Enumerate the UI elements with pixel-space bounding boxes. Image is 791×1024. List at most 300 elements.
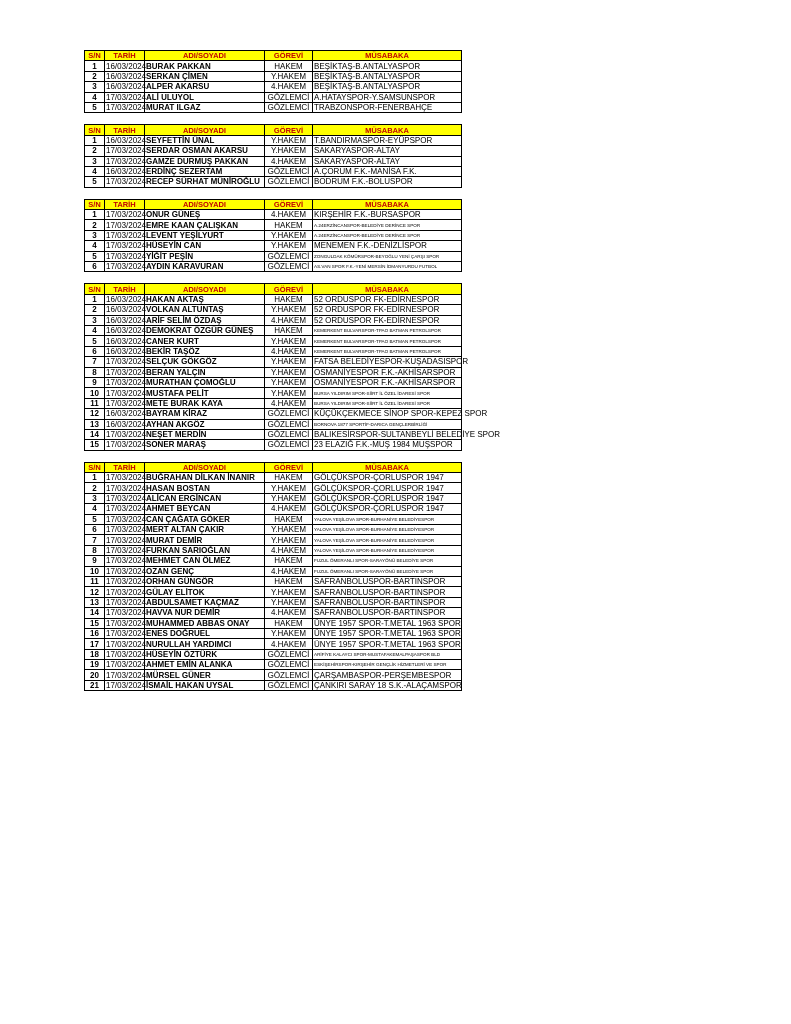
match-cell: GÖLÇÜKSPOR-ÇORLUSPOR 1947 [313,473,462,483]
date-cell: 17/03/2024 [106,618,147,628]
header-serial-number: S/N [85,125,105,135]
role-cell: GÖZLEMCİ [265,92,313,102]
date-cell: 17/03/2024 [106,545,147,555]
date-cell: 17/03/2024 [106,649,147,659]
referee-name-cell: SELÇUK GÖKGÖZ [145,357,265,367]
referee-name-cell: HÜSEYİN CAN [145,241,265,251]
table-header-row [85,199,462,209]
date-cell: 17/03/2024 [106,514,147,524]
date-cell: 17/03/2024 [106,378,147,388]
match-cell: 52 ORDUSPOR FK-EDİRNESPOR [313,305,462,315]
date-cell: 17/03/2024 [106,535,147,545]
role-cell: 4.HAKEM [265,346,313,356]
match-cell: YALOVA YEŞİLOVA SPOR-BURHANİYE BELEDİYESPOR [313,514,462,524]
serial-number-cell: 14 [85,429,105,439]
serial-number-cell: 3 [85,230,105,240]
serial-number-cell: 1 [85,210,105,220]
header-referee-name: ADI/SOYADI [145,284,265,294]
role-cell: HAKEM [265,618,313,628]
role-cell: Y.HAKEM [265,587,313,597]
role-cell: Y.HAKEM [265,597,313,607]
match-cell: FATSA BELEDİYESPOR-KUŞADASISPOR [314,357,469,367]
serial-number-cell: 13 [85,419,105,429]
serial-number-cell: 10 [85,566,105,576]
role-cell: GÖZLEMCİ [265,409,313,419]
role-cell: GÖZLEMCİ [265,102,313,112]
serial-number-cell: 4 [85,325,105,335]
serial-number-cell: 13 [85,597,105,607]
table-row [85,566,462,576]
table-row [85,649,462,659]
serial-number-cell: 12 [85,409,105,419]
table-row [85,92,462,102]
date-cell: 17/03/2024 [106,262,147,272]
role-cell: Y.HAKEM [265,71,313,81]
table-row [85,660,462,670]
match-cell: ARİFİYE KALAYCI SPOR-MUSTAFAKEMALPAŞASPOR BLD [313,649,462,659]
role-cell: Y.HAKEM [265,357,313,367]
date-cell: 17/03/2024 [106,241,147,251]
date-cell: 17/03/2024 [106,430,147,440]
match-cell: KEMERKENT BULVARSPOR-TPAO BATMAN PETROLSPOR [313,325,462,335]
assignment-table [84,283,500,450]
role-cell: Y.HAKEM [265,535,313,545]
table-row [85,556,462,566]
date-cell: 16/03/2024 [106,419,147,429]
header-match: MÜSABAKA [313,125,462,135]
table-row [85,230,462,240]
date-cell: 16/03/2024 [106,167,147,177]
referee-name-cell: AYHAN AKGÖZ [145,419,265,429]
table-row [85,71,462,81]
role-cell: 4.HAKEM [265,398,313,408]
match-cell: 52 ORDUSPOR FK-EDİRNESPOR [313,315,462,325]
role-cell: GÖZLEMCİ [265,680,313,690]
assignment-sheet [84,50,500,691]
serial-number-cell: 11 [85,398,105,408]
table-row [85,367,462,377]
date-cell: 17/03/2024 [106,483,147,493]
match-cell: SAFRANBOLUSPOR-BARTINSPOR [313,608,462,618]
role-cell: Y.HAKEM [265,135,313,145]
assignment-table [84,462,462,692]
serial-number-cell: 5 [85,514,105,524]
assignment-table [84,50,462,113]
match-cell: YALOVA YEŞİLOVA SPOR-BURHANİYE BELEDİYESPOR [313,545,462,555]
role-cell: 4.HAKEM [265,566,313,576]
role-cell: GÖZLEMCİ [265,419,313,429]
table-row [85,504,462,514]
date-cell: 16/03/2024 [106,82,147,92]
match-cell: A.24ERZİNCANSPOR-BELEDİYE DERİNCE SPOR [313,220,462,230]
table-row [85,177,462,187]
match-cell: ÜNYE 1957 SPOR-T.METAL 1963 SPOR [314,618,461,628]
date-cell: 17/03/2024 [106,556,147,566]
role-cell: Y.HAKEM [265,377,313,387]
table-row [85,525,462,535]
date-cell: 17/03/2024 [106,92,147,102]
table-row [85,315,462,325]
referee-name-cell: HÜSEYİN ÖZTÜRK [145,649,265,659]
referee-name-cell: FURKAN SARIOĞLAN [145,545,265,555]
serial-number-cell: 4 [85,504,105,514]
match-cell: ÇANKIRI SARAY 18 S.K.-ALAÇAMSPOR [314,681,462,691]
match-cell: 23 ELAZIĞ F.K.-MUŞ 1984 MUŞSPOR [313,440,462,450]
table-row [85,346,462,356]
serial-number-cell: 9 [85,377,105,387]
table-row [85,336,462,346]
table-row [85,618,462,628]
referee-name-cell: ONUR GÜNEŞ [145,210,265,220]
referee-name-cell: GAMZE DURMUŞ PAKKAN [145,156,265,166]
table-row [85,409,462,419]
referee-name-cell: MUHAMMED ABBAS ONAY [145,618,265,628]
match-cell: SAFRANBOLUSPOR-BARTINSPOR [313,576,462,586]
date-cell: 17/03/2024 [106,525,147,535]
referee-name-cell: CAN ÇAĞATA GÖKER [145,514,265,524]
referee-name-cell: SEYFETTİN ÜNAL [145,135,265,145]
serial-number-cell: 2 [85,483,105,493]
role-cell: HAKEM [265,556,313,566]
date-cell: 17/03/2024 [106,388,147,398]
date-cell: 17/03/2024 [106,220,147,230]
referee-name-cell: BEKİR TAŞÖZ [145,346,265,356]
assignment-table [84,124,462,187]
role-cell: GÖZLEMCİ [265,429,313,439]
match-cell: OSMANİYESPOR F.K.-AKHİSARSPOR [313,367,462,377]
match-cell: BEŞİKTAŞ-B.ANTALYASPOR [313,71,462,81]
role-cell: GÖZLEMCİ [265,649,313,659]
date-cell: 17/03/2024 [106,608,147,618]
role-cell: GÖZLEMCİ [265,660,313,670]
role-cell: Y.HAKEM [265,146,313,156]
table-row [85,587,462,597]
serial-number-cell: 4 [85,92,105,102]
table-row [85,135,462,145]
serial-number-cell: 1 [85,135,105,145]
date-cell: 17/03/2024 [106,398,147,408]
role-cell: Y.HAKEM [265,230,313,240]
match-cell: KIRŞEHİR F.K.-BURSASPOR [313,210,462,220]
referee-name-cell: BAYRAM KİRAZ [145,409,265,419]
role-cell: Y.HAKEM [265,241,313,251]
date-cell: 17/03/2024 [106,231,147,241]
serial-number-cell: 1 [85,294,105,304]
referee-name-cell: GÜLAY ELİTOK [145,587,265,597]
match-cell: BORNOVA 1877 SPORTİF-DARICA GENÇLERBİRLİĞİ [313,419,462,429]
role-cell: HAKEM [265,576,313,586]
referee-name-cell: SONER MARAŞ [145,440,265,450]
referee-name-cell: AHMET BEYCAN [145,504,265,514]
role-cell: 4.HAKEM [265,608,313,618]
header-serial-number: S/N [85,462,105,472]
match-cell: AS.VAN SPOR F.K.-YENİ MERSİN İDMANYURDU FUTBOL [313,262,462,272]
table-row [85,628,462,638]
serial-number-cell: 3 [85,493,105,503]
match-cell: A.HATAYSPOR-Y.SAMSUNSPOR [313,92,462,102]
referee-name-cell: ARİF SELİM ÖZDAŞ [145,315,265,325]
role-cell: 4.HAKEM [265,210,313,220]
table-row [85,262,462,272]
table-row [85,545,462,555]
referee-name-cell: BURAK PAKKAN [145,61,265,71]
table-header-row [85,125,462,135]
match-cell: FUZUL ÖMERANLI SPOR-SARAYÖNÜ BELEDİYE SPOR [313,566,462,576]
match-cell: BURSA YILDIRIM SPOR-SİİRT İL ÖZEL İDARESİ SPOR [313,398,462,408]
role-cell: GÖZLEMCİ [265,177,313,187]
date-cell: 16/03/2024 [106,336,147,346]
date-cell: 17/03/2024 [106,367,147,377]
date-cell: 17/03/2024 [106,103,147,113]
date-cell: 17/03/2024 [106,494,147,504]
role-cell: Y.HAKEM [265,483,313,493]
table-row [85,325,462,335]
role-cell: HAKEM [265,220,313,230]
serial-number-cell: 6 [85,525,105,535]
header-referee-name: ADI/SOYADI [145,199,265,209]
table-row [85,608,462,618]
serial-number-cell: 5 [85,102,105,112]
date-cell: 16/03/2024 [106,135,147,145]
match-cell: GÖLÇÜKSPOR-ÇORLUSPOR 1947 [313,504,462,514]
match-cell: ÜNYE 1957 SPOR-T.METAL 1963 SPOR [314,629,461,639]
role-cell: Y.HAKEM [265,525,313,535]
referee-name-cell: OZAN GENÇ [145,566,265,576]
role-cell: HAKEM [265,514,313,524]
serial-number-cell: 8 [85,367,105,377]
header-date: TARİH [105,51,145,61]
role-cell: Y.HAKEM [265,493,313,503]
match-cell: BURSA YILDIRIM SPOR-SİİRT İL ÖZEL İDARESİ SPOR [313,388,462,398]
block-separator [84,113,461,124]
header-match: MÜSABAKA [313,199,462,209]
table-row [85,294,462,304]
match-cell: BODRUM F.K.-BOLUSPOR [313,177,462,187]
serial-number-cell: 3 [85,315,105,325]
block-separator [84,451,461,462]
table-row [85,398,462,408]
serial-number-cell: 5 [85,336,105,346]
table-row [85,483,462,493]
date-cell: 17/03/2024 [106,597,147,607]
referee-name-cell: ABDULSAMET KAÇMAZ [145,597,265,607]
table-row [85,535,462,545]
serial-number-cell: 14 [85,608,105,618]
match-cell: YALOVA YEŞİLOVA SPOR-BURHANİYE BELEDİYESPOR [313,525,462,535]
header-role: GÖREVİ [265,125,313,135]
role-cell: 4.HAKEM [265,315,313,325]
date-cell: 17/03/2024 [106,639,147,649]
role-cell: 4.HAKEM [265,82,313,92]
referee-name-cell: METE BURAK KAYA [145,398,265,408]
header-match: MÜSABAKA [313,284,462,294]
referee-name-cell: MERT ALTAN ÇAKIR [145,525,265,535]
date-cell: 17/03/2024 [106,251,147,261]
referee-name-cell: MUSTAFA PELİT [145,388,265,398]
table-row [85,210,462,220]
table-row [85,680,462,690]
block-separator [84,188,461,199]
match-cell: BALIKESİRSPOR-SULTANBEYLİ BELEDİYE SPOR [314,430,500,440]
date-cell: 17/03/2024 [106,210,147,220]
serial-number-cell: 20 [85,670,105,680]
serial-number-cell: 1 [85,61,105,71]
serial-number-cell: 21 [85,680,105,690]
table-header-row [85,51,462,61]
date-cell: 17/03/2024 [106,504,147,514]
header-date: TARİH [105,199,145,209]
serial-number-cell: 2 [85,146,105,156]
role-cell: Y.HAKEM [265,388,313,398]
table-row [85,241,462,251]
role-cell: Y.HAKEM [265,367,313,377]
referee-name-cell: BERAN YALÇIN [145,367,265,377]
serial-number-cell: 8 [85,545,105,555]
referee-name-cell: CANER KURT [145,336,265,346]
serial-number-cell: 3 [85,82,105,92]
serial-number-cell: 19 [85,660,105,670]
date-cell: 16/03/2024 [106,71,147,81]
table-row [85,357,462,367]
referee-name-cell: AHMET EMİN ALANKA [145,660,265,670]
match-cell: GÖLÇÜKSPOR-ÇORLUSPOR 1947 [313,483,462,493]
role-cell: Y.HAKEM [265,336,313,346]
referee-name-cell: RECEP SÜRHAT MÜNİROĞLU [145,177,265,187]
serial-number-cell: 15 [85,440,105,450]
referee-name-cell: BUĞRAHAN DİLKAN İNANIR [145,473,265,483]
referee-name-cell: SERDAR OSMAN AKARSU [145,146,265,156]
date-cell: 17/03/2024 [106,440,147,450]
serial-number-cell: 1 [85,473,105,483]
role-cell: GÖZLEMCİ [265,440,313,450]
date-cell: 16/03/2024 [106,305,147,315]
date-cell: 17/03/2024 [106,681,147,691]
date-cell: 17/03/2024 [106,146,147,156]
serial-number-cell: 2 [85,71,105,81]
match-cell: OSMANİYESPOR F.K.-AKHİSARSPOR [313,377,462,387]
role-cell: 4.HAKEM [265,156,313,166]
serial-number-cell: 5 [85,251,105,261]
referee-name-cell: VOLKAN ALTUNTAŞ [145,305,265,315]
referee-name-cell: MURATHAN ÇOMOĞLU [145,377,265,387]
date-cell: 16/03/2024 [106,295,147,304]
date-cell: 16/03/2024 [106,409,147,419]
match-cell: GÖLÇÜKSPOR-ÇORLUSPOR 1947 [313,493,462,503]
role-cell: 4.HAKEM [265,639,313,649]
table-row [85,146,462,156]
match-cell: SAKARYASPOR-ALTAY [313,146,462,156]
match-cell: ESKİŞEHİRSPOR-KIRŞEHİR GENÇLİK HİZMETLERİ VE SPOR [313,660,462,670]
referee-name-cell: ALİCAN ERGİNCAN [145,493,265,503]
table-row [85,473,462,483]
date-cell: 17/03/2024 [106,587,147,597]
header-referee-name: ADI/SOYADI [145,462,265,472]
role-cell: GÖZLEMCİ [265,670,313,680]
table-row [85,419,462,429]
table-row [85,102,462,112]
serial-number-cell: 11 [85,576,105,586]
table-row [85,220,462,230]
role-cell: HAKEM [265,325,313,335]
serial-number-cell: 5 [85,177,105,187]
referee-name-cell: AYDIN KARAVURAN [145,262,265,272]
serial-number-cell: 10 [85,388,105,398]
table-row [85,156,462,166]
match-cell: SAFRANBOLUSPOR-BARTINSPOR [313,587,462,597]
date-cell: 17/03/2024 [106,357,147,367]
serial-number-cell: 16 [85,628,105,638]
header-serial-number: S/N [85,284,105,294]
block-separator [84,272,461,283]
serial-number-cell: 4 [85,166,105,176]
role-cell: Y.HAKEM [265,628,313,638]
serial-number-cell: 4 [85,241,105,251]
referee-name-cell: SERKAN ÇİMEN [145,71,265,81]
table-row [85,639,462,649]
header-match: MÜSABAKA [313,51,462,61]
header-match: MÜSABAKA [313,462,462,472]
match-cell: A.ÇORUM F.K.-MANİSA F.K. [313,166,462,176]
referee-name-cell: HAKAN AKTAŞ [145,294,265,304]
serial-number-cell: 3 [85,156,105,166]
date-cell: 17/03/2024 [106,177,147,187]
serial-number-cell: 15 [85,618,105,628]
table-row [85,388,462,398]
role-cell: HAKEM [265,294,313,304]
match-cell: KEMERKENT BULVARSPOR-TPAO BATMAN PETROLSPOR [313,346,462,356]
header-date: TARİH [105,462,145,472]
match-cell: MENEMEN F.K.-DENİZLİSPOR [313,241,462,251]
table-row [85,251,462,261]
date-cell: 17/03/2024 [106,629,147,639]
header-serial-number: S/N [85,199,105,209]
header-date: TARİH [105,125,145,135]
referee-name-cell: HASAN BOSTAN [145,483,265,493]
table-row [85,166,462,176]
referee-name-cell: İSMAİL HAKAN UYSAL [145,680,265,690]
match-cell: 52 ORDUSPOR FK-EDİRNESPOR [313,294,462,304]
header-referee-name: ADI/SOYADI [145,125,265,135]
referee-name-cell: EMRE KAAN ÇALIŞKAN [145,220,265,230]
match-cell: FUZUL ÖMERANLI SPOR-SARAYÖNÜ BELEDİYE SPOR [313,556,462,566]
match-cell: BEŞİKTAŞ-B.ANTALYASPOR [313,82,462,92]
header-date: TARİH [105,284,145,294]
role-cell: GÖZLEMCİ [265,166,313,176]
referee-name-cell: MÜRSEL GÜNER [145,670,265,680]
role-cell: 4.HAKEM [265,504,313,514]
header-serial-number: S/N [85,51,105,61]
referee-name-cell: NURULLAH YARDIMCI [145,639,265,649]
header-role: GÖREVİ [265,199,313,209]
role-cell: HAKEM [265,61,313,71]
referee-name-cell: MURAT DEMİR [145,535,265,545]
table-row [85,305,462,315]
referee-name-cell: MEHMET CAN ÖLMEZ [145,556,265,566]
date-cell: 17/03/2024 [106,670,147,680]
table-header-row [85,462,462,472]
date-cell: 17/03/2024 [106,660,147,670]
serial-number-cell: 6 [85,346,105,356]
serial-number-cell: 7 [85,535,105,545]
match-cell: SAKARYASPOR-ALTAY [313,156,462,166]
date-cell: 16/03/2024 [106,315,147,325]
date-cell: 17/03/2024 [106,577,147,587]
referee-name-cell: ORHAN GÜNGÖR [145,576,265,586]
serial-number-cell: 17 [85,639,105,649]
serial-number-cell: 12 [85,587,105,597]
assignment-table [84,199,462,273]
serial-number-cell: 18 [85,649,105,659]
